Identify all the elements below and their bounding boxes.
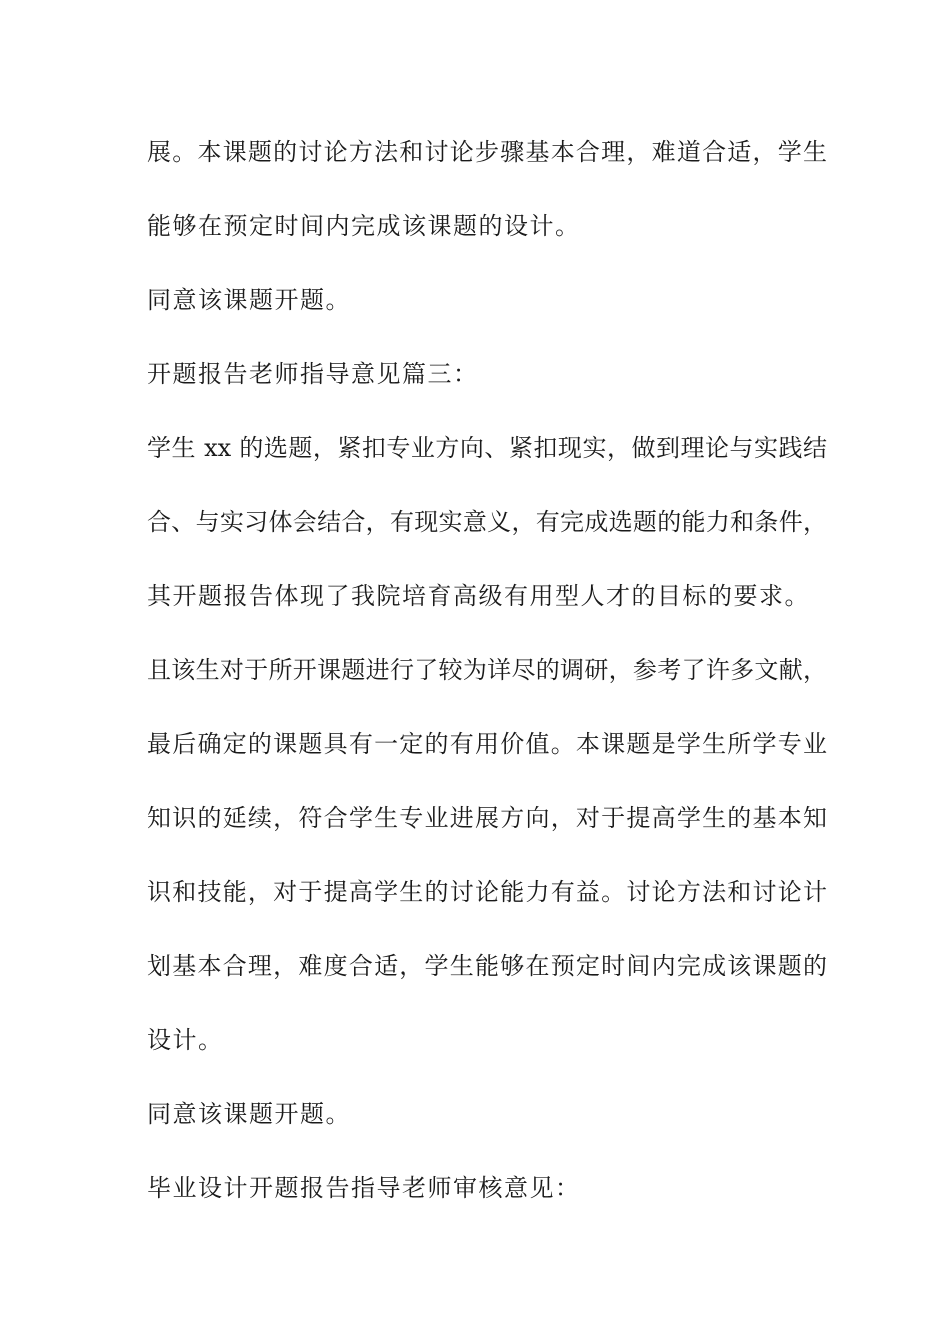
paragraph-line: 知识的延续，符合学生专业进展方向，对于提高学生的基本知 [147,804,827,832]
paragraph-line: 能够在预定时间内完成该课题的设计。 [147,212,581,240]
section-heading: 开题报告老师指导意见篇三： [147,360,479,388]
paragraph-line: 学生 xx 的选题，紧扣专业方向、紧扣现实，做到理论与实践结 [147,434,827,462]
paragraph-line: 其开题报告体现了我院培育高级有用型人才的目标的要求。 [147,582,810,610]
paragraph-line: 最后确定的课题具有一定的有用价值。本课题是学生所学专业 [147,730,827,758]
paragraph-line: 同意该课题开题。 [147,1100,351,1128]
paragraph-line: 识和技能，对于提高学生的讨论能力有益。讨论方法和讨论计 [147,878,827,906]
paragraph-line: 展。本课题的讨论方法和讨论步骤基本合理，难道合适，学生 [147,138,827,166]
paragraph-line: 划基本合理，难度合适，学生能够在预定时间内完成该课题的 [147,952,827,980]
paragraph-line: 且该生对于所开课题进行了较为详尽的调研，参考了许多文献， [147,656,827,684]
paragraph-line: 设计。 [147,1026,224,1054]
section-heading: 毕业设计开题报告指导老师审核意见： [147,1174,581,1202]
paragraph-line: 合、与实习体会结合，有现实意义，有完成选题的能力和条件， [147,508,827,536]
paragraph-line: 同意该课题开题。 [147,286,351,314]
